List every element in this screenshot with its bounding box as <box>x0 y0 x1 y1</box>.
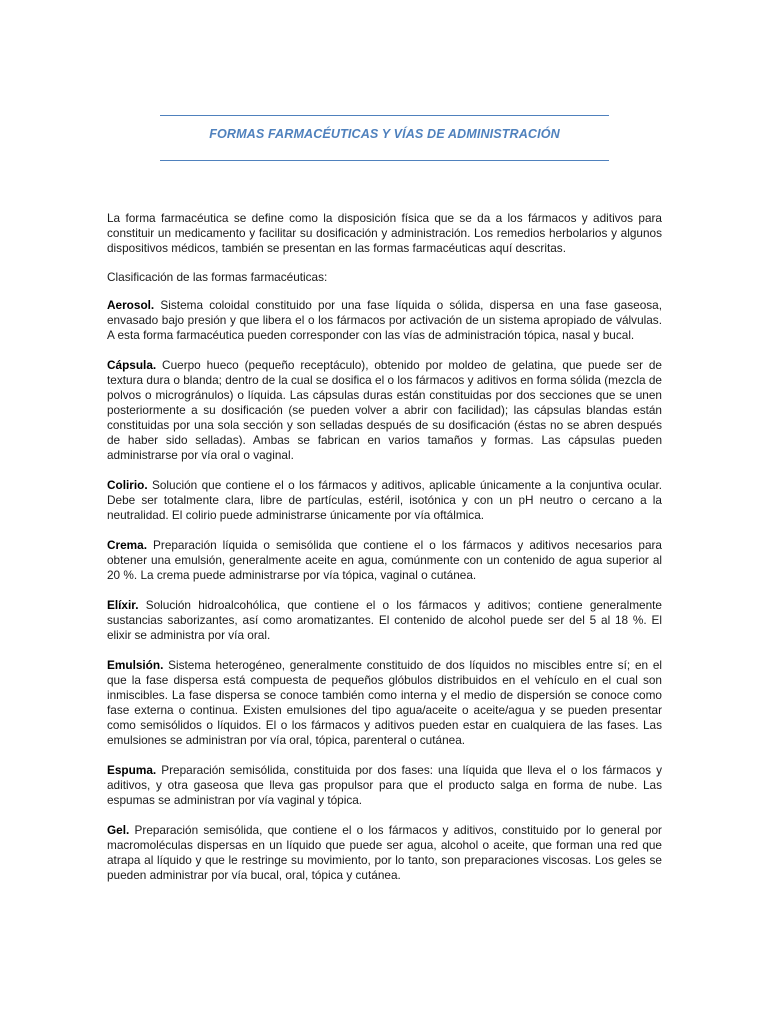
entry-term: Espuma. <box>107 763 157 777</box>
entry-capsula <box>107 358 662 463</box>
title-bottom-rule <box>160 160 609 161</box>
title-block <box>160 115 609 161</box>
entry-definition: Solución que contiene el o los fármacos y aditivos, aplicable únicamente a la conjuntiva ocular. Debe ser totalmente clara, libre de partículas, estéril, isotónica y con un pH neutro o cercano a la neutralidad. El colirio puede administrarse únicamente por vía oftálmica. <box>107 478 662 522</box>
intro-paragraph: La forma farmacéutica se define como la disposición física que se da a los fármacos y aditivos para constituir un medicamento y facilitar su dosificación y administración. Los remedios herbolarios y algunos dispositivos médicos, también se presentan en las formas farmacéuticas aquí descritas. <box>107 211 662 255</box>
entry-elixir <box>107 598 662 643</box>
document-body <box>107 211 662 898</box>
entry-espuma <box>107 763 662 808</box>
entry-term: Elíxir. <box>107 598 139 612</box>
entry-definition: Solución hidroalcohólica, que contiene el o los fármacos y aditivos; contiene generalmente sustancias saborizantes, así como aromatizantes. El contenido de alcohol puede ser del 5 al 18 %. El elixir se administra por vía oral. <box>107 598 662 642</box>
entry-emulsion <box>107 658 662 748</box>
entry-term: Cápsula. <box>107 358 157 372</box>
entry-crema <box>107 538 662 583</box>
entry-term: Gel. <box>107 823 130 837</box>
title-top-rule <box>160 115 609 116</box>
entry-definition: Preparación líquida o semisólida que contiene el o los fármacos y aditivos necesarios para obtener una emulsión, generalmente aceite en agua, comúnmente con un contenido de agua superior al 20 %. La crema puede administrarse por vía tópica, vaginal o cutánea. <box>107 538 662 582</box>
entry-term: Crema. <box>107 538 147 552</box>
entry-definition: Sistema coloidal constituido por una fase líquida o sólida, dispersa en una fase gaseosa, envasado bajo presión y que libera el o los fármacos por activación de un sistema apropiado de válvulas. A esta forma farmacéutica pueden corresponder con las vías de administración tópica, nasal y bucal. <box>107 298 662 342</box>
document-title: FORMAS FARMACÉUTICAS Y VÍAS DE ADMINISTRACIÓN <box>209 127 560 141</box>
classification-heading: Clasificación de las formas farmacéuticas: <box>107 270 328 284</box>
entry-colirio <box>107 478 662 523</box>
entry-term: Emulsión. <box>107 658 164 672</box>
entry-definition: Cuerpo hueco (pequeño receptáculo), obtenido por moldeo de gelatina, que puede ser de textura dura o blanda; dentro de la cual se dosifica el o los fármacos y aditivos en forma sólida (mezcla de polvos o microgránulos) o líquida. Las cápsulas duras están constituidas por dos secciones que se unen posteriormente a su dosificación (se pueden volver a abrir con facilidad); las cápsulas blandas están constituidas por una sola sección y son selladas después de su dosificación (éstas no se abren después de haber sido selladas). Ambas se fabrican en varios tamaños y formas. Las cápsulas pueden administrarse por vía oral o vaginal. <box>107 358 662 462</box>
entry-term: Colirio. <box>107 478 148 492</box>
entry-definition: Sistema heterogéneo, generalmente constituido de dos líquidos no miscibles entre sí; en el que la fase dispersa está compuesta de pequeños glóbulos distribuidos en el vehículo en el cual son inmiscibles. La fase dispersa se conoce también como interna y el medio de dispersión se conoce como fase externa o continua. Existen emulsiones del tipo agua/aceite o aceite/agua y se pueden presentar como semisólidos o líquidos. El o los fármacos y aditivos pueden estar en cualquiera de las fases. Las emulsiones se administran por vía oral, tópica, parenteral o cutánea. <box>107 658 663 747</box>
entry-term: Aerosol. <box>107 298 155 312</box>
entry-definition: Preparación semisólida, que contiene el o los fármacos y aditivos, constituido por lo general por macromoléculas dispersas en un líquido que puede ser agua, alcohol o aceite, que forman una red que atrapa al líquido y que le restringe su movimiento, por lo tanto, son preparaciones viscosas. Los geles se pueden administrar por vía bucal, oral, tópica y cutánea. <box>107 823 662 882</box>
entry-aerosol <box>107 298 662 343</box>
entry-definition: Preparación semisólida, constituida por dos fases: una líquida que lleva el o los fármacos y aditivos, y otra gaseosa que lleva gas propulsor para que el producto salga en forma de nube. Las espumas se administran por vía vaginal y tópica. <box>107 763 662 807</box>
entry-gel <box>107 823 662 883</box>
